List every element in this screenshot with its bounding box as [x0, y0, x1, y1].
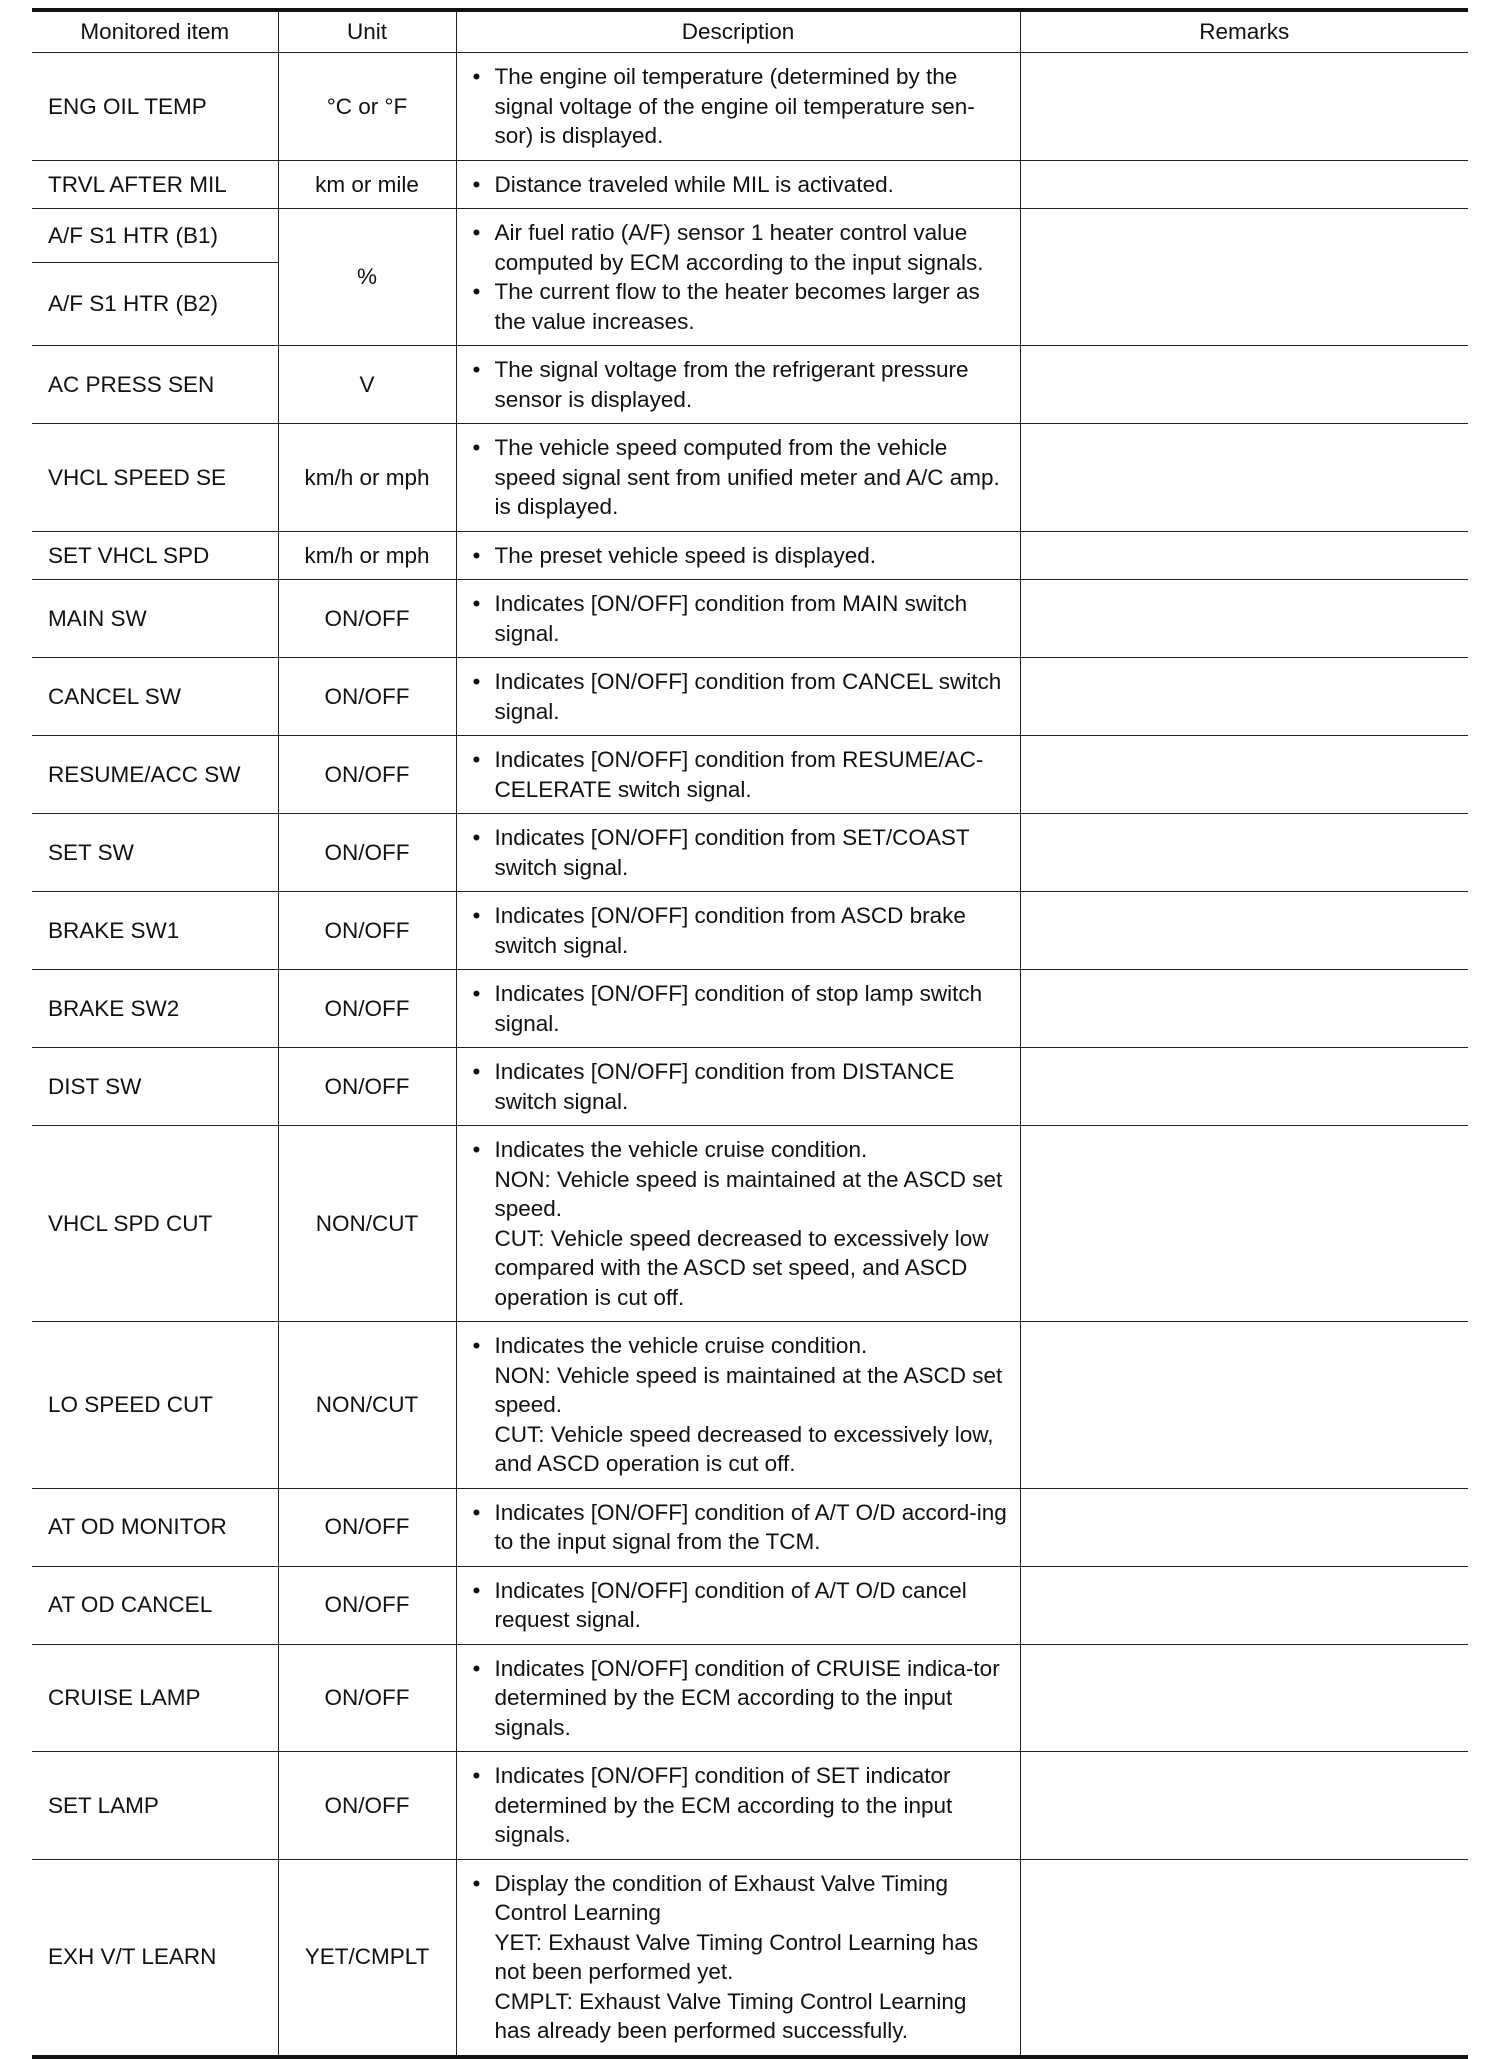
detail-line: YET: Exhaust Valve Timing Control Learning has not been performed yet.: [494, 1929, 979, 1984]
cell-unit: ON/OFF: [278, 892, 456, 970]
cell-unit: ON/OFF: [278, 970, 456, 1048]
table-row: [32, 1644, 1468, 1752]
cell-unit: %: [278, 209, 456, 346]
cell-remarks: [1020, 1322, 1468, 1489]
cell-remarks: [1020, 209, 1468, 346]
cell-item: A/F S1 HTR (B1): [32, 209, 278, 263]
cell-item: AC PRESS SEN: [32, 346, 278, 424]
cell-unit: ON/OFF: [278, 1488, 456, 1566]
cell-item: DIST SW: [32, 1048, 278, 1126]
cell-description: [456, 892, 1020, 970]
cell-description: [456, 160, 1020, 209]
table-row: [32, 160, 1468, 209]
table-row: [32, 1566, 1468, 1644]
bullet-text: [469, 1869, 1008, 2046]
cell-unit: ON/OFF: [278, 1644, 456, 1752]
cell-item: CANCEL SW: [32, 658, 278, 736]
bullet-text: • Indicates [ON/OFF] condition of A/T O/D accord-ing to the input signal from the TCM.: [469, 1498, 1008, 1557]
cell-unit: ON/OFF: [278, 1752, 456, 1860]
header-remarks: Remarks: [1020, 10, 1468, 53]
cell-description: [456, 658, 1020, 736]
monitor-table-container: [32, 8, 1468, 2059]
bullet-text: • The current flow to the heater becomes larger as the value increases.: [469, 277, 1008, 336]
cell-remarks: [1020, 1566, 1468, 1644]
table-row: [32, 1859, 1468, 2057]
cell-description: [456, 1488, 1020, 1566]
table-row: [32, 1752, 1468, 1860]
cell-item: VHCL SPEED SE: [32, 424, 278, 532]
cell-item: SET LAMP: [32, 1752, 278, 1860]
table-row: [32, 1322, 1468, 1489]
bullet-text: • Air fuel ratio (A/F) sensor 1 heater control value computed by ECM according to the input signals.: [469, 218, 1008, 277]
table-row: [32, 53, 1468, 161]
cell-item: RESUME/ACC SW: [32, 736, 278, 814]
cell-description: [456, 1566, 1020, 1644]
cell-unit: ON/OFF: [278, 580, 456, 658]
cell-item: EXH V/T LEARN: [32, 1859, 278, 2057]
cell-remarks: [1020, 53, 1468, 161]
cell-description: [456, 1752, 1020, 1860]
cell-remarks: [1020, 658, 1468, 736]
cell-description: [456, 346, 1020, 424]
cell-remarks: [1020, 1488, 1468, 1566]
bullet-text: • Indicates [ON/OFF] condition of SET indicator determined by the ECM according to the input signals.: [469, 1761, 1008, 1850]
cell-remarks: [1020, 1644, 1468, 1752]
cell-unit: ON/OFF: [278, 1048, 456, 1126]
bullet-text: • The vehicle speed computed from the vehicle speed signal sent from unified meter and A/C amp. is displayed.: [469, 433, 1008, 522]
cell-item: LO SPEED CUT: [32, 1322, 278, 1489]
cell-unit: NON/CUT: [278, 1322, 456, 1489]
table-row: [32, 736, 1468, 814]
table-header-row: [32, 10, 1468, 53]
bullet-text: • The engine oil temperature (determined by the signal voltage of the engine oil temperature sen-sor) is displayed.: [469, 62, 1008, 151]
table-row: [32, 1488, 1468, 1566]
bullet-text: • Indicates [ON/OFF] condition from DISTANCE switch signal.: [469, 1057, 1008, 1116]
cell-unit: NON/CUT: [278, 1126, 456, 1322]
cell-description: [456, 1322, 1020, 1489]
bullet-text: • Indicates [ON/OFF] condition from ASCD brake switch signal.: [469, 901, 1008, 960]
detail-line: NON: Vehicle speed is maintained at the ASCD set speed.: [494, 1362, 1003, 1417]
table-row: [32, 892, 1468, 970]
cell-description: [456, 1644, 1020, 1752]
bullet-text: • Indicates [ON/OFF] condition of stop lamp switch signal.: [469, 979, 1008, 1038]
cell-unit: °C or °F: [278, 53, 456, 161]
cell-item: SET VHCL SPD: [32, 531, 278, 580]
cell-unit: YET/CMPLT: [278, 1859, 456, 2057]
cell-description: [456, 1126, 1020, 1322]
cell-remarks: [1020, 160, 1468, 209]
cell-item: AT OD CANCEL: [32, 1566, 278, 1644]
cell-item: A/F S1 HTR (B2): [32, 263, 278, 346]
cell-description: [456, 580, 1020, 658]
cell-unit: ON/OFF: [278, 658, 456, 736]
bullet-lead: • Display the condition of Exhaust Valve Timing Control Learning: [494, 1870, 949, 1925]
cell-item: BRAKE SW2: [32, 970, 278, 1048]
table-row: [32, 658, 1468, 736]
cell-item: SET SW: [32, 814, 278, 892]
cell-item: MAIN SW: [32, 580, 278, 658]
cell-remarks: [1020, 1752, 1468, 1860]
detail-line: CUT: Vehicle speed decreased to excessively low compared with the ASCD set speed, and ASCD operation is cut off.: [494, 1225, 989, 1310]
cell-unit: ON/OFF: [278, 1566, 456, 1644]
table-row: [32, 209, 1468, 263]
detail-line: NON: Vehicle speed is maintained at the ASCD set speed.: [494, 1166, 1003, 1221]
table-row: [32, 346, 1468, 424]
table-row: [32, 580, 1468, 658]
bullet-text: • Indicates [ON/OFF] condition from CANCEL switch signal.: [469, 667, 1008, 726]
cell-unit: ON/OFF: [278, 814, 456, 892]
table-row: [32, 531, 1468, 580]
cell-description: [456, 1859, 1020, 2057]
cell-remarks: [1020, 814, 1468, 892]
bullet-text: • Indicates [ON/OFF] condition from MAIN switch signal.: [469, 589, 1008, 648]
cell-description: [456, 209, 1020, 346]
bullet-text: • Indicates [ON/OFF] condition of A/T O/D cancel request signal.: [469, 1576, 1008, 1635]
bullet-text: • The preset vehicle speed is displayed.: [469, 541, 1008, 571]
detail-line: CMPLT: Exhaust Valve Timing Control Learning has already been performed successfully.: [494, 1988, 967, 2043]
cell-description: [456, 970, 1020, 1048]
cell-description: [456, 531, 1020, 580]
cell-description: [456, 736, 1020, 814]
header-description: Description: [456, 10, 1020, 53]
cell-item: CRUISE LAMP: [32, 1644, 278, 1752]
bullet-text: • Distance traveled while MIL is activated.: [469, 170, 1008, 200]
cell-description: [456, 1048, 1020, 1126]
cell-item: AT OD MONITOR: [32, 1488, 278, 1566]
table-row: [32, 970, 1468, 1048]
bullet-text: [469, 1135, 1008, 1312]
bullet-text: [469, 1331, 1008, 1479]
cell-item: ENG OIL TEMP: [32, 53, 278, 161]
cell-remarks: [1020, 892, 1468, 970]
header-monitored-item: Monitored item: [32, 10, 278, 53]
detail-line: CUT: Vehicle speed decreased to excessively low, and ASCD operation is cut off.: [494, 1421, 994, 1476]
cell-unit: km or mile: [278, 160, 456, 209]
cell-remarks: [1020, 736, 1468, 814]
cell-remarks: [1020, 970, 1468, 1048]
cell-remarks: [1020, 424, 1468, 532]
cell-remarks: [1020, 1126, 1468, 1322]
bullet-text: • Indicates [ON/OFF] condition of CRUISE indica-tor determined by the ECM according to the input signals.: [469, 1654, 1008, 1743]
bullet-text: • Indicates [ON/OFF] condition from SET/COAST switch signal.: [469, 823, 1008, 882]
bullet-lead: • Indicates the vehicle cruise condition.: [494, 1137, 868, 1162]
cell-item: BRAKE SW1: [32, 892, 278, 970]
cell-description: [456, 424, 1020, 532]
cell-item: TRVL AFTER MIL: [32, 160, 278, 209]
bullet-text: • Indicates [ON/OFF] condition from RESUME/AC-CELERATE switch signal.: [469, 745, 1008, 804]
cell-unit: km/h or mph: [278, 424, 456, 532]
cell-description: [456, 53, 1020, 161]
table-row: [32, 1048, 1468, 1126]
cell-remarks: [1020, 1859, 1468, 2057]
cell-item: VHCL SPD CUT: [32, 1126, 278, 1322]
cell-unit: ON/OFF: [278, 736, 456, 814]
bullet-text: • The signal voltage from the refrigerant pressure sensor is displayed.: [469, 355, 1008, 414]
monitored-items-table: [32, 8, 1468, 2059]
cell-remarks: [1020, 531, 1468, 580]
table-row: [32, 1126, 1468, 1322]
cell-remarks: [1020, 580, 1468, 658]
table-row: [32, 424, 1468, 532]
table-row: [32, 814, 1468, 892]
bullet-lead: • Indicates the vehicle cruise condition.: [494, 1333, 868, 1358]
header-unit: Unit: [278, 10, 456, 53]
cell-remarks: [1020, 346, 1468, 424]
cell-unit: km/h or mph: [278, 531, 456, 580]
cell-description: [456, 814, 1020, 892]
cell-remarks: [1020, 1048, 1468, 1126]
cell-unit: V: [278, 346, 456, 424]
